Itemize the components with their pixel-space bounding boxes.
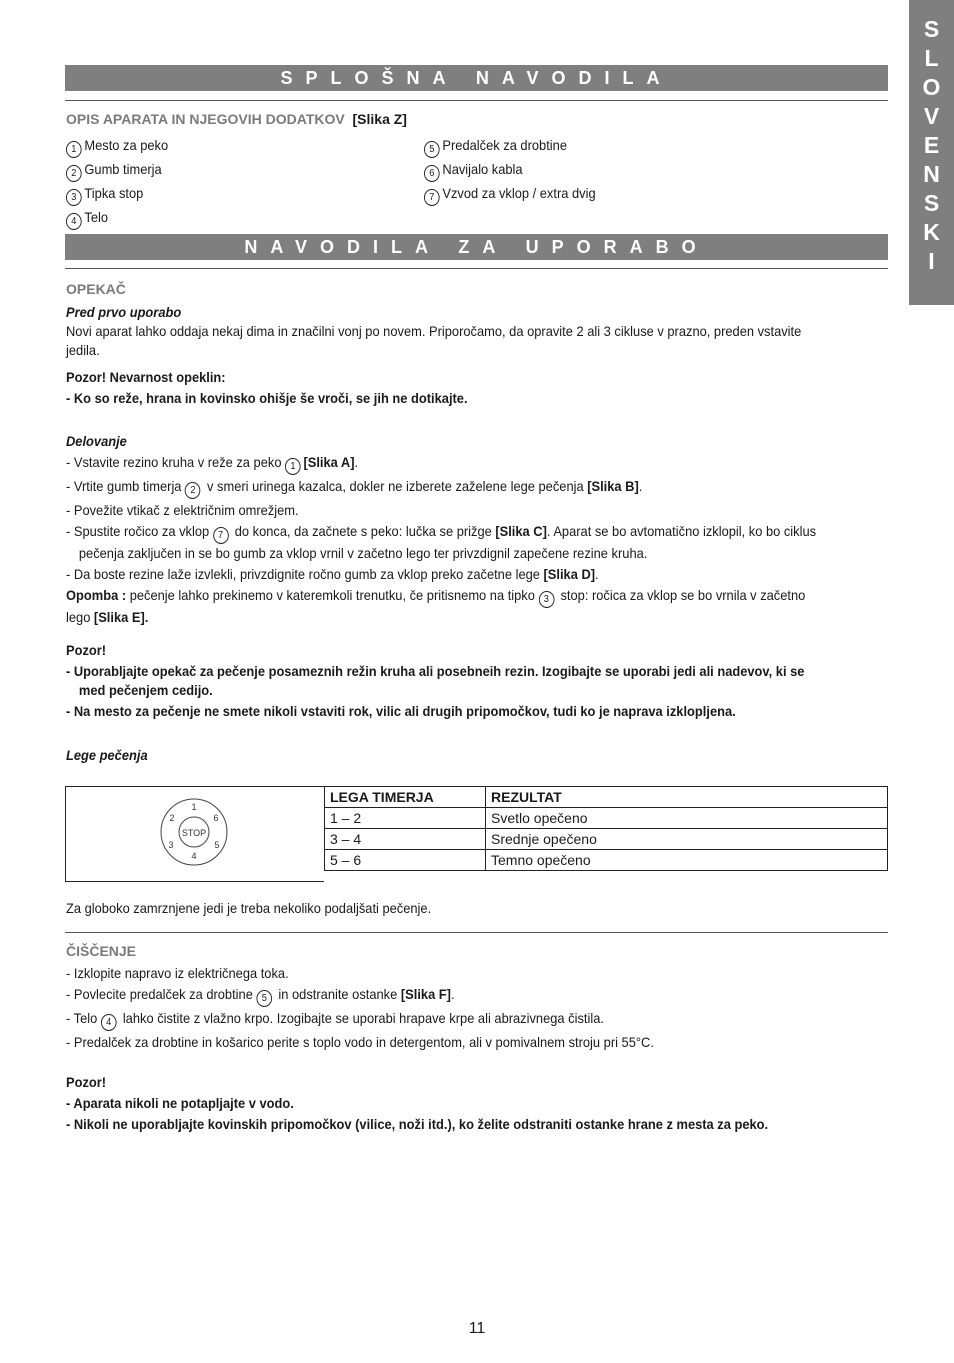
caution-item: - Nikoli ne uporabljajte kovinskih pripomočkov (vilice, noži itd.), ko želite odstraniti ostanke hrane z mesta za peko. (66, 1116, 769, 1132)
table-cell: Temno opečeno (486, 850, 888, 871)
operation-block (66, 432, 822, 627)
burn-warning-title: Pozor! Nevarnost opeklin: (66, 369, 226, 385)
table-cell: 5 – 6 (325, 850, 486, 871)
number-marker: 3 (66, 189, 82, 206)
number-marker: 3 (538, 591, 554, 608)
dial-mark: 4 (191, 851, 197, 861)
dial-stop-label: STOP (181, 828, 207, 838)
timer-dial-figure (65, 786, 324, 882)
caution-item: - Uporabljajte opekač za pečenje posameznih režin kruha ali posebneih rezin. Izogibajte se uporabi jedi ali nadevov, ki se med pečenjem cedijo. (66, 663, 805, 698)
settings-title: Lege pečenja (66, 747, 148, 763)
table-row (325, 850, 888, 871)
parts-list-left (66, 134, 388, 230)
cleaning-caution-block (66, 1073, 822, 1134)
settings-table (324, 786, 888, 871)
side-tab-letter: S (923, 190, 940, 216)
number-marker: 5 (256, 990, 272, 1007)
number-marker: 4 (101, 1014, 117, 1031)
operation-step: - Vstavite rezino kruha v reže za peko 1 [Slika A]. (66, 453, 822, 475)
list-item: 1 Mesto za peko (66, 134, 388, 158)
caution-item: - Na mesto za pečenje ne smete nikoli vstaviti rok, vilic ali drugih pripomočkov, tudi ko je naprava izklopljena. (66, 703, 736, 719)
table-header: LEGA TIMERJA (325, 787, 486, 808)
first-use-block (66, 303, 822, 360)
divider (65, 932, 888, 933)
list-item: 4 Telo (66, 206, 388, 230)
frozen-note: Za globoko zamrznjene jedi je treba nekoliko podaljšati pečenje. (66, 900, 432, 916)
dial-mark: 2 (169, 813, 175, 823)
caution-block (66, 641, 822, 721)
side-tab-letter: L (924, 45, 939, 71)
list-item: 7 Vzvod za vklop / extra dvig (424, 182, 792, 206)
number-marker: 1 (285, 458, 301, 475)
table-cell: Svetlo opečeno (486, 808, 888, 829)
list-item: 6 Navijalo kabla (424, 158, 792, 182)
burn-warning-item: - Ko so reže, hrana in kovinsko ohišje še vroči, se jih ne dotikajte. (66, 390, 468, 406)
number-marker: 6 (424, 165, 440, 182)
operation-step: - Spustite ročico za vklop 7 do konca, da začnete s peko: lučka se prižge [Slika C]. Aparat se bo avtomatično izklopil, ko bo ciklus pečenja zaključen in se bo gumb za vklop vrnil v začetno lego ter privzdignil zapečene rezine kruha. (66, 523, 817, 561)
number-marker: 7 (213, 527, 229, 544)
list-item: 3 Tipka stop (66, 182, 388, 206)
cleaning-step: - Povlecite predalček za drobtine 5 in odstranite ostanke [Slika F]. (66, 985, 822, 1007)
dial-mark: 3 (168, 840, 174, 850)
operation-step: - Da boste rezine laže izvlekli, privzdignite ročno gumb za vklop preko začetne lege [Slika D]. (66, 566, 599, 582)
parts-heading-text: OPIS APARATA IN NJEGOVIH DODATKOV (66, 111, 345, 127)
number-marker: 2 (66, 165, 82, 182)
timer-dial-icon (66, 787, 324, 881)
operation-title: Delovanje (66, 433, 127, 449)
section-title-general: SPLOŠNA NAVODILA (65, 65, 888, 91)
dial-mark: 5 (214, 840, 220, 850)
number-marker: 5 (424, 141, 440, 158)
first-use-text: Novi aparat lahko oddaja nekaj dima in značilni vonj po novem. Priporočamo, da opravite 2 ali 3 cikluse v prazno, preden vstavite jedila. (66, 323, 802, 358)
table-cell: 3 – 4 (325, 829, 486, 850)
side-tab-letter: K (923, 219, 940, 245)
side-tab-letter: E (923, 132, 940, 158)
divider (65, 268, 888, 269)
toaster-subtitle: OPEKAČ (66, 281, 126, 297)
language-side-tab (909, 0, 954, 305)
page-number: 11 (468, 1320, 486, 1337)
table-cell: Srednje opečeno (486, 829, 888, 850)
caution-title: Pozor! (66, 642, 107, 658)
side-tab-letter: S (923, 16, 940, 42)
section-title-usage: NAVODILA ZA UPORABO (65, 234, 888, 260)
burn-warning-block (66, 368, 822, 408)
divider (65, 100, 888, 101)
number-marker: 1 (66, 141, 82, 158)
table-header-row (325, 787, 888, 808)
first-use-title: Pred prvo uporabo (66, 304, 182, 320)
caution-title: Pozor! (66, 1074, 107, 1090)
side-tab-letter: N (923, 161, 940, 187)
list-item: 2 Gumb timerja (66, 158, 388, 182)
table-cell: 1 – 2 (325, 808, 486, 829)
side-tab-letter: I (928, 248, 935, 274)
number-marker: 2 (185, 482, 201, 499)
parts-heading-ref: [Slika Z] (352, 111, 407, 127)
cleaning-steps (66, 964, 822, 1052)
number-marker: 4 (66, 213, 82, 230)
operation-note: Opomba : pečenje lahko prekinemo v kateremkoli trenutku, če pritisnemo na tipko 3 stop: ročica za vklop se bo vrnila v začetno lego [Slika E]. (66, 587, 806, 625)
table-row (325, 808, 888, 829)
list-item: 5 Predalček za drobtine (424, 134, 792, 158)
parts-heading (66, 111, 407, 127)
side-tab-letter: O (922, 74, 941, 100)
number-marker: 7 (424, 189, 440, 206)
dial-mark: 1 (191, 802, 197, 812)
table-header: REZULTAT (486, 787, 888, 808)
cleaning-step: - Predalček za drobtine in košarico perite s toplo vodo in detergentom, ali v pomivalnem stroju pri 55°C. (66, 1034, 654, 1050)
side-tab-letter: V (923, 103, 940, 129)
operation-step: - Vrtite gumb timerja 2 v smeri urinega kazalca, dokler ne izberete zaželene lege pečenja [Slika B]. (66, 477, 822, 499)
table-row (325, 829, 888, 850)
parts-list-right (424, 134, 792, 206)
operation-step: - Povežite vtikač z električnim omrežjem. (66, 502, 299, 518)
cleaning-title: ČIŠČENJE (66, 943, 137, 959)
caution-item: - Aparata nikoli ne potapljajte v vodo. (66, 1095, 294, 1111)
cleaning-step: - Telo 4 lahko čistite z vlažno krpo. Izogibajte se uporabi hrapave krpe ali abrazivnega čistila. (66, 1009, 822, 1031)
dial-mark: 6 (213, 813, 219, 823)
cleaning-step: - Izklopite napravo iz električnega toka. (66, 965, 289, 981)
